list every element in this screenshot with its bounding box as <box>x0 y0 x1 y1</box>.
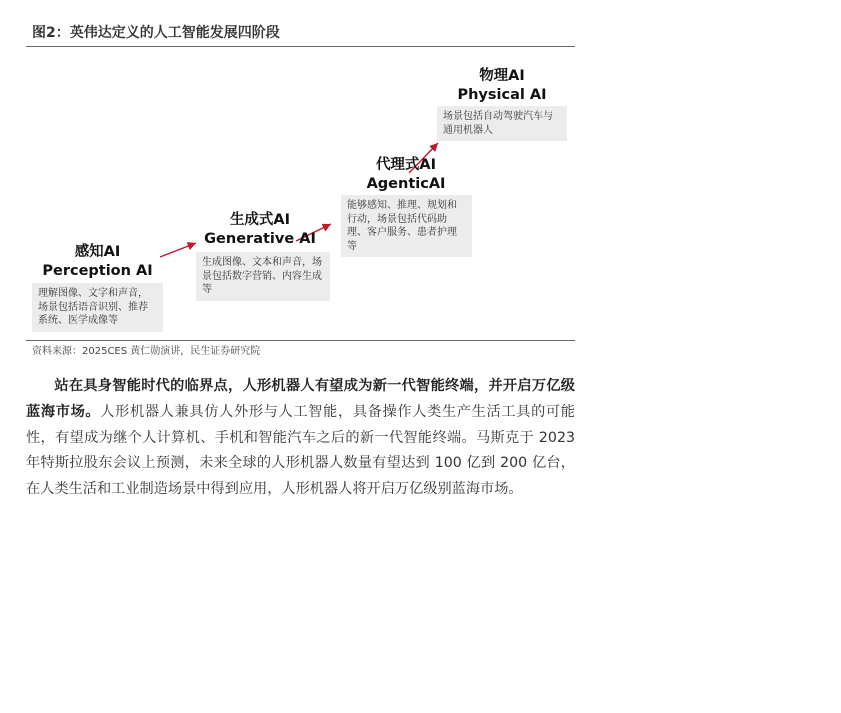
stage-name-en: AgenticAI <box>366 176 446 192</box>
stage-physical <box>452 67 552 105</box>
stage-agentic <box>347 156 465 194</box>
stage-perception <box>40 243 155 281</box>
figure-source: 资料来源：2025CES 黄仁勋演讲，民生证券研究院 <box>26 340 575 362</box>
arrow-1-to-2 <box>160 243 196 257</box>
body-paragraph <box>26 374 575 503</box>
stages-diagram <box>26 47 575 340</box>
stage-name-cn: 生成式AI <box>229 212 291 228</box>
stage-desc-generative: 生成图像、文本和声音，场景包括数字营销、内容生成等 <box>196 252 330 301</box>
stage-name-en: Physical AI <box>457 87 547 103</box>
stage-desc-physical: 场景包括自动驾驶汽车与通用机器人 <box>437 106 567 141</box>
stage-generative <box>202 211 318 249</box>
stage-desc-agentic: 能够感知、推理、规划和行动，场景包括代码助理、客户服务、患者护理等 <box>341 195 472 257</box>
paragraph-bold-lead: 站在具身智能时代的临界点，人形机器人有望成为新一代智能终端，并开启万亿级蓝海市场。 <box>26 378 575 420</box>
paragraph-body: 人形机器人兼具仿人外形与人工智能，具备操作人类生产生活工具的可能性，有望成为继个人计算机、手机和智能汽车之后的新一代智能终端。马斯克于 2023 年特斯拉股东会议上预测，未来全球的人形机器人数量有望达到 100 亿到 200 亿台，在人类生活和工业制造场景中得到应用，人形机器人将开启万亿级别蓝海市场。 <box>26 403 575 498</box>
stage-name-en: Generative AI <box>204 231 316 247</box>
figure-title: 图2：英伟达定义的人工智能发展四阶段 <box>26 20 575 47</box>
stage-name-cn: 代理式AI <box>375 157 437 173</box>
figure <box>26 20 575 362</box>
stage-name-cn: 物理AI <box>479 68 525 84</box>
stage-name-en: Perception AI <box>42 263 153 279</box>
stage-name-cn: 感知AI <box>74 244 121 260</box>
stage-desc-perception: 理解图像、文字和声音，场景包括语音识别、推荐系统、医学成像等 <box>32 283 163 332</box>
